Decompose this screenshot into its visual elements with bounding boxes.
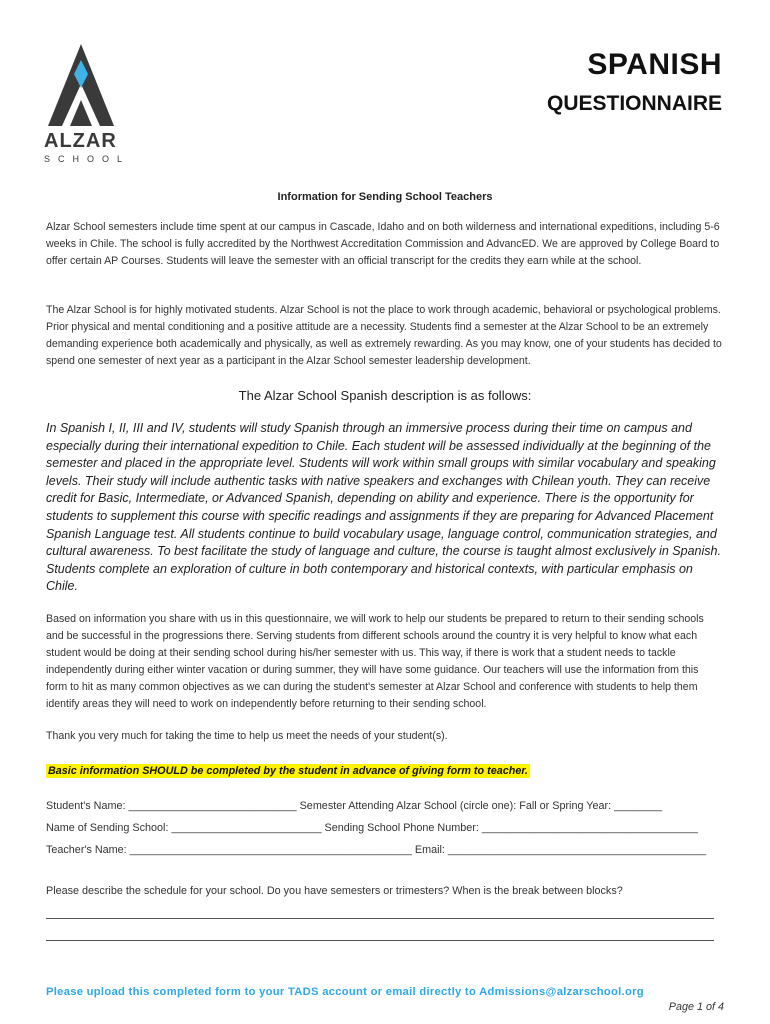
thanks-text: Thank you very much for taking the time to help us meet the needs of your student(s). bbox=[46, 730, 448, 742]
thanks-section bbox=[46, 728, 722, 745]
program-paragraph: The Alzar School is for highly motivated students. Alzar School is not the place to work through academic, behavioral or psychological problems. Prior physical and mental conditioning and a positive attitude are a necessity. Students find a semester at the Alzar School to be an extremely demanding experience both academically and physically, as well as extremely rewarding. As you may know, one of your students has decided to spend one semester of next year as a participant in the Alzar School semester leadership development. bbox=[46, 304, 722, 367]
basic-info-section bbox=[46, 761, 722, 779]
teacher-name-field[interactable]: Teacher's Name: _______________________________________________ Email: ___________________________________________ bbox=[46, 844, 707, 856]
mountain-logo-icon bbox=[48, 44, 114, 126]
answer-line[interactable] bbox=[46, 940, 714, 941]
sending-school-field[interactable]: Name of Sending School: _________________________ Sending School Phone Number: ____________________________________ bbox=[46, 822, 698, 834]
schedule-question: Please describe the schedule for your school. Do you have semesters or trimesters? When is the break between blocks? bbox=[46, 885, 623, 897]
logo-subtitle: SCHOOL bbox=[44, 154, 131, 164]
description-heading: The Alzar School Spanish description is as follows: bbox=[238, 388, 532, 403]
description-section bbox=[46, 420, 722, 596]
questionnaire-purpose-section bbox=[46, 611, 722, 713]
purpose-paragraph: Based on information you share with us in this questionnaire, we will work to help our students be prepared to return to their sending schools and be successful in the progressions there. Serving students from different schools around the country it is very helpful to know what each student would be doing at their sending school during his/her semester with us. This way, if there is work that a student needs to tackle independently during either winter vacation or during summer, they will have some guidance. Our teachers will use the information from this form to hit as many common objectives as we can during the student's semester at Alzar School and conference with students to help them identify areas they will need to work on independently before returning to their sending school. bbox=[46, 613, 704, 710]
student-name-field[interactable]: Student's Name: ____________________________ Semester Attending Alzar School (circle one): Fall or Spring Year: ________ bbox=[46, 800, 663, 812]
intro-section bbox=[46, 219, 722, 270]
logo-wordmark: ALZAR bbox=[44, 130, 117, 152]
page-number: Page 1 of 4 bbox=[668, 1001, 724, 1013]
answer-line[interactable] bbox=[46, 918, 714, 919]
spanish-description: In Spanish I, II, III and IV, students will study Spanish through an immersive process during their time on campus and especially during their international expedition to Chile. Each student will be assessed individually at the beginning of the semester and placed in the appropriate level. Students will work within small groups with similar vocabulary and speaking levels. Their study will include authentic tasks with native speakers and exchanges with Chilean youth. They can receive credit for Basic, Intermediate, or Advanced Spanish, depending on ability and experience. There is the opportunity for students to supplement this course with specific readings and assignments if they are preparing for Advanced Placement Spanish Language test. All students continue to build vocabulary usage, language control, communication strategies, and cultural awareness. To best facilitate the study of language and culture, the course is taught almost exclusively in Spanish. Students complete an exploration of culture in both contemporary and historical contexts, with particular emphasis on Chile. bbox=[46, 421, 721, 594]
basic-info-notice: Basic information SHOULD be completed by the student in advance of giving form to teacher. bbox=[48, 765, 528, 777]
program-section bbox=[46, 302, 722, 370]
alzar-logo bbox=[44, 44, 131, 164]
info-heading: Information for Sending School Teachers bbox=[277, 191, 493, 203]
page-subtitle: QUESTIONNAIRE bbox=[546, 92, 722, 115]
upload-instructions: Please upload this completed form to your TADS account or email directly to Admissions@alzarschool.org bbox=[46, 986, 644, 998]
page-title: SPANISH bbox=[587, 48, 722, 81]
intro-paragraph: Alzar School semesters include time spent at our campus in Cascade, Idaho and on both wilderness and international expeditions, including 5-6 weeks in Chile. The school is fully accredited by the Northwest Accreditation Commission and AdvancED. We are approved by College Board to offer certain AP Courses. Students will leave the semester with an official transcript for the credits they earn while at the school. bbox=[46, 221, 720, 267]
